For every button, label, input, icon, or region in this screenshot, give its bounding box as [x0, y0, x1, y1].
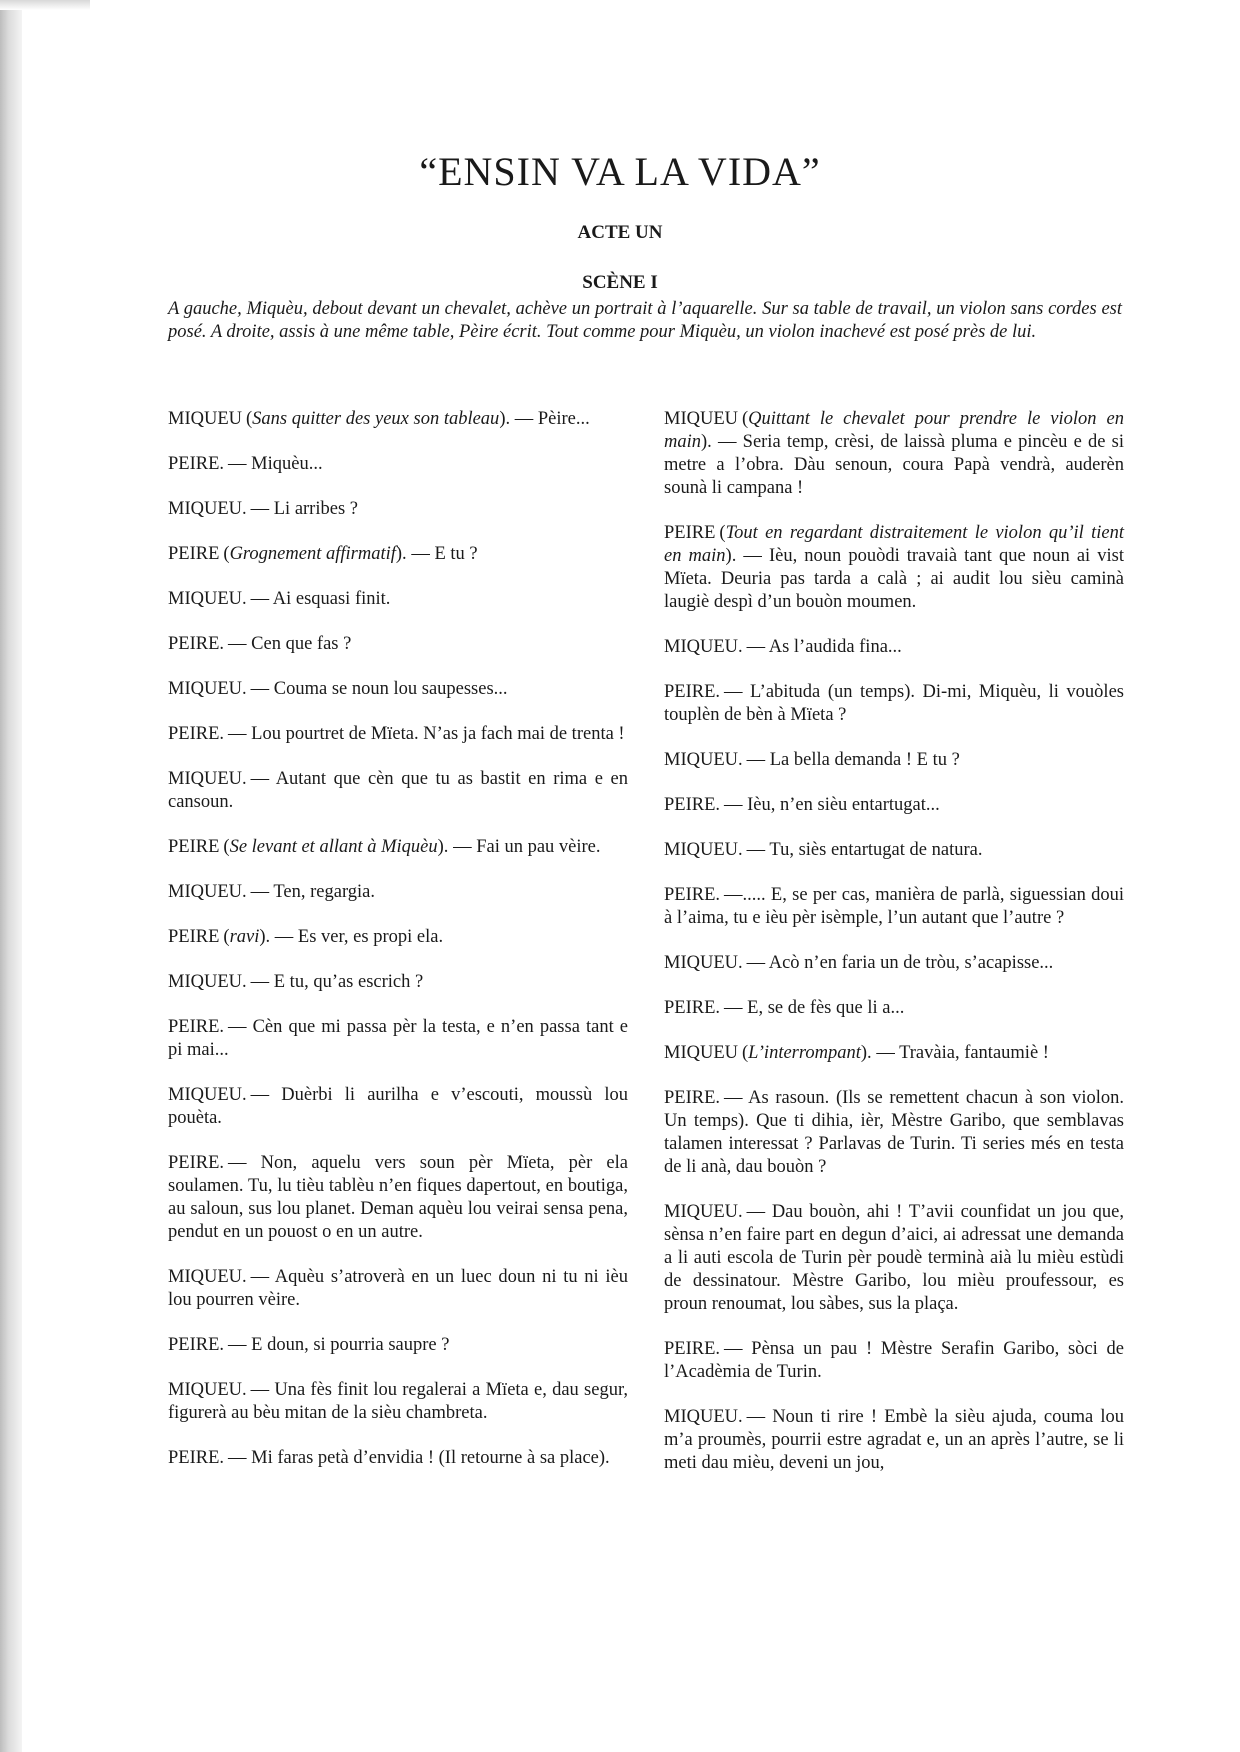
dialogue-text: — Couma se noun lou saupesses... [250, 679, 508, 699]
dialogue-text: — Cen que fas ? [228, 634, 352, 654]
dialogue-line: MIQUEU (Sans quitter des yeux son tableau). — Pèire... [168, 409, 590, 429]
stage-direction: A gauche, Miquèu, debout devant un chevalet, achève un portrait à l’aquarelle. Sur sa table de travail, un violon sans cordes est posé. A droite, assis à une même table, Pèire écrit. Tout comme pour Miquèu, un violon inachevé est posé près de lui. [168, 299, 1122, 342]
speaker: PEIRE. [664, 998, 721, 1018]
speaker: PEIRE. [664, 682, 721, 702]
speaker: PEIRE. [168, 1153, 225, 1173]
speaker: PEIRE. [664, 1088, 721, 1108]
dialogue-text: — Cèn que mi passa pèr la testa, e n’en passa tant e pi mai... [168, 1017, 628, 1060]
dialogue-line [168, 678, 628, 701]
speaker: MIQUEU. [168, 1085, 247, 1105]
speaker: MIQUEU [664, 1043, 738, 1063]
dialogue-line [168, 723, 628, 746]
play-title: “ENSIN VA LA VIDA” [419, 149, 821, 194]
speaker: MIQUEU. [168, 1380, 247, 1400]
speaker: MIQUEU. [168, 679, 247, 699]
dialogue-text: — Lou pourtret de Mïeta. N’as ja fach mai de trenta ! [228, 724, 625, 744]
dialogue-line: MIQUEU (Quittant le chevalet pour prendre le violon en main). — Seria temp, crèsi, de laissà pluma e pincèu e de si metre a l’obra. Dàu senoun, coura Papà vendrà, auderèn sounà li campana ! [664, 409, 1124, 498]
speaker: PEIRE [168, 927, 220, 947]
dialogue-line [168, 1334, 628, 1357]
speaker: PEIRE. [168, 724, 225, 744]
speaker: PEIRE. [664, 795, 721, 815]
dialogue-line: PEIRE (Grognement affirmatif). — E tu ? [168, 544, 478, 564]
dialogue-line: PEIRE (Tout en regardant distraitement le violon qu’il tient en main). — Ièu, noun pouòdi travaià tant que noun ai vist Mïeta. Deuria pas tarda a calà ; ai audit lou sièu caminà laugiè despì d’un bouòn moumen. [664, 523, 1124, 612]
speaker: PEIRE. [168, 454, 225, 474]
dialogue-line [168, 1152, 628, 1244]
dialogue-text: — Ièu, noun pouòdi travaià tant que noun ai vist Mïeta. Deuria pas tarda a calà ; ai audit lou sièu caminà laugiè despì d’un bouòn moumen. [664, 546, 1124, 612]
dialogue-line [168, 1084, 628, 1130]
dialogue-line: MIQUEU (L’interrompant). — Travàia, fantaumiè ! [664, 1043, 1049, 1063]
dialogue-text: — Autant que cèn que tu as bastit en rima e en cansoun. [168, 769, 628, 812]
direction: Tout en regardant distraitement le violon qu’il tient en main [664, 523, 1124, 566]
dialogue-text: — Travàia, fantaumiè ! [876, 1043, 1049, 1063]
dialogue-line [168, 453, 628, 476]
speaker: MIQUEU. [664, 840, 743, 860]
right-column [664, 408, 1124, 1497]
speaker: PEIRE. [664, 885, 721, 905]
dialogue-text: — Acò n’en faria un de tròu, s’acapisse... [746, 953, 1054, 973]
dialogue-text: — Miquèu... [228, 454, 323, 474]
dialogue-line [168, 1266, 628, 1312]
speaker: PEIRE [168, 544, 220, 564]
dialogue-line [168, 1016, 628, 1062]
dialogue-line [664, 884, 1124, 930]
direction: ravi [229, 927, 260, 947]
speaker: MIQUEU. [168, 1267, 247, 1287]
dialogue-line [168, 881, 628, 904]
speaker: PEIRE. [168, 1335, 225, 1355]
dialogue-text: — La bella demanda ! E tu ? [746, 750, 960, 770]
act-heading: ACTE UN [577, 222, 663, 243]
dialogue-text: — Mi faras petà d’envidia ! (Il retourne à sa place). [228, 1448, 610, 1468]
dialogue-line [664, 997, 1124, 1020]
dialogue-line [664, 1338, 1124, 1384]
direction: Grognement affirmatif [229, 544, 396, 564]
dialogue-line [168, 498, 628, 521]
dialogue-line [168, 588, 628, 611]
speaker: MIQUEU. [664, 750, 743, 770]
speaker: PEIRE. [168, 1448, 225, 1468]
speaker: MIQUEU [664, 409, 738, 429]
speaker: MIQUEU [168, 409, 242, 429]
dialogue-text: — Non, aquelu vers soun pèr Mïeta, pèr ela soulamen. Tu, lu tièu tablèu n’en fiques dapertout, en boutiga, au saloun, sus lou planet. Deman aquèu lou veirai sensa pena, pendut en un pouost o en un autre. [168, 1153, 628, 1242]
direction: Quittant le chevalet pour prendre le violon en main [664, 409, 1124, 452]
dialogue-line [168, 768, 628, 814]
dialogue-text: — E, se de fès que li a... [724, 998, 905, 1018]
dialogue-line: PEIRE (ravi). — Es ver, es propi ela. [168, 927, 444, 947]
speaker: PEIRE. [168, 1017, 225, 1037]
dialogue-line [168, 1447, 628, 1470]
left-column [168, 408, 628, 1492]
dialogue-line [664, 681, 1124, 727]
dialogue-text: — Dau bouòn, ahi ! T’avii counfidat un jou que, sènsa n’en faire part en degun d’aici, ai adressat une demanda a li auti escola de Turin pèr poudè terminà aià lu mièu estùdi de dessinatour. Mèstre Garibo, lou mièu proufessour, es proun renoumat, lou sàbes, sus la plaça. [664, 1202, 1124, 1314]
speaker: MIQUEU. [664, 637, 743, 657]
dialogue-line [664, 839, 1124, 862]
direction: Sans quitter des yeux son tableau [252, 409, 500, 429]
dialogue-text: — Ièu, n’en sièu entartugat... [724, 795, 940, 815]
dialogue-text: — Ai esquasi finit. [250, 589, 391, 609]
speaker: MIQUEU. [168, 769, 247, 789]
dialogue-line [664, 794, 1124, 817]
speaker: PEIRE [664, 523, 716, 543]
dialogue-text: — Es ver, es propi ela. [274, 927, 444, 947]
dialogue-text: — L’abituda (un temps). Di-mi, Miquèu, li vouòles touplèn de bèn à Mïeta ? [664, 682, 1124, 725]
speaker: PEIRE. [664, 1339, 721, 1359]
dialogue-text: — E tu ? [411, 544, 478, 564]
speaker: PEIRE [168, 837, 220, 857]
dialogue-line [664, 749, 1124, 772]
speaker: MIQUEU. [664, 953, 743, 973]
dialogue-text: — Tu, siès entartugat de natura. [746, 840, 983, 860]
dialogue-line [664, 1406, 1124, 1475]
direction: Se levant et allant à Miquèu [229, 837, 438, 857]
dialogue-line [664, 1201, 1124, 1316]
speaker: MIQUEU. [168, 589, 247, 609]
dialogue-text: — Noun ti rire ! Embè la sièu ajuda, couma lou m’a proumès, pourrii estre agradat e, un an après l’autre, se li meti dau mièu, deveni un jou, [664, 1407, 1124, 1473]
speaker: MIQUEU. [168, 882, 247, 902]
dialogue-line [664, 636, 1124, 659]
dialogue-line: PEIRE (Se levant et allant à Miquèu). — Fai un pau vèire. [168, 837, 601, 857]
speaker: PEIRE. [168, 634, 225, 654]
dialogue-text: — Aquèu s’atroverà en un luec doun ni tu ni ièu lou pourren vèire. [168, 1267, 628, 1310]
dialogue-text: — Pènsa un pau ! Mèstre Serafin Garibo, sòci de l’Acadèmia de Turin. [664, 1339, 1124, 1382]
dialogue-text: — As rasoun. (Ils se remettent chacun à son violon. Un temps). Que ti dihia, ièr, Mèstre Garibo, que semblavas talamen interessat ? Parlavas de Turin. Ti series més en testa de li anà, dau bouòn ? [664, 1088, 1124, 1177]
direction: L’interrompant [748, 1043, 861, 1063]
dialogue-text: — Seria temp, crèsi, de laissà pluma e pincèu e de si metre a l’obra. Dàu senoun, coura Papà vendrà, auderèn sounà li campana ! [664, 432, 1124, 498]
speaker: MIQUEU. [168, 499, 247, 519]
dialogue-line [168, 1379, 628, 1425]
dialogue-line [664, 952, 1124, 975]
speaker: MIQUEU. [168, 972, 247, 992]
dialogue-text: — Duèrbi li aurilha e v’escouti, moussù lou pouèta. [168, 1085, 628, 1128]
dialogue-text: — E doun, si pourria saupre ? [228, 1335, 450, 1355]
dialogue-line [664, 1087, 1124, 1179]
dialogue-text: — Una fès finit lou regalerai a Mïeta e, dau segur, figurerà au bèu mitan de la sièu chambreta. [168, 1380, 628, 1423]
scene-heading: SCÈNE I [582, 272, 658, 293]
dialogue-text: —..... E, se per cas, manièra de parlà, siguessian doui à l’aima, tu e ièu pèr isèmple, l’un autant que l’autre ? [664, 885, 1124, 928]
dialogue-text: — Li arribes ? [250, 499, 358, 519]
dialogue-text: — As l’audida fina... [746, 637, 902, 657]
dialogue-text: — Ten, regargia. [250, 882, 376, 902]
speaker: MIQUEU. [664, 1202, 743, 1222]
dialogue-text: — Pèire... [514, 409, 590, 429]
dialogue-line [168, 633, 628, 656]
dialogue-line [168, 971, 628, 994]
dialogue-text: — Fai un pau vèire. [453, 837, 601, 857]
dialogue-text: — E tu, qu’as escrich ? [250, 972, 424, 992]
speaker: MIQUEU. [664, 1407, 743, 1427]
